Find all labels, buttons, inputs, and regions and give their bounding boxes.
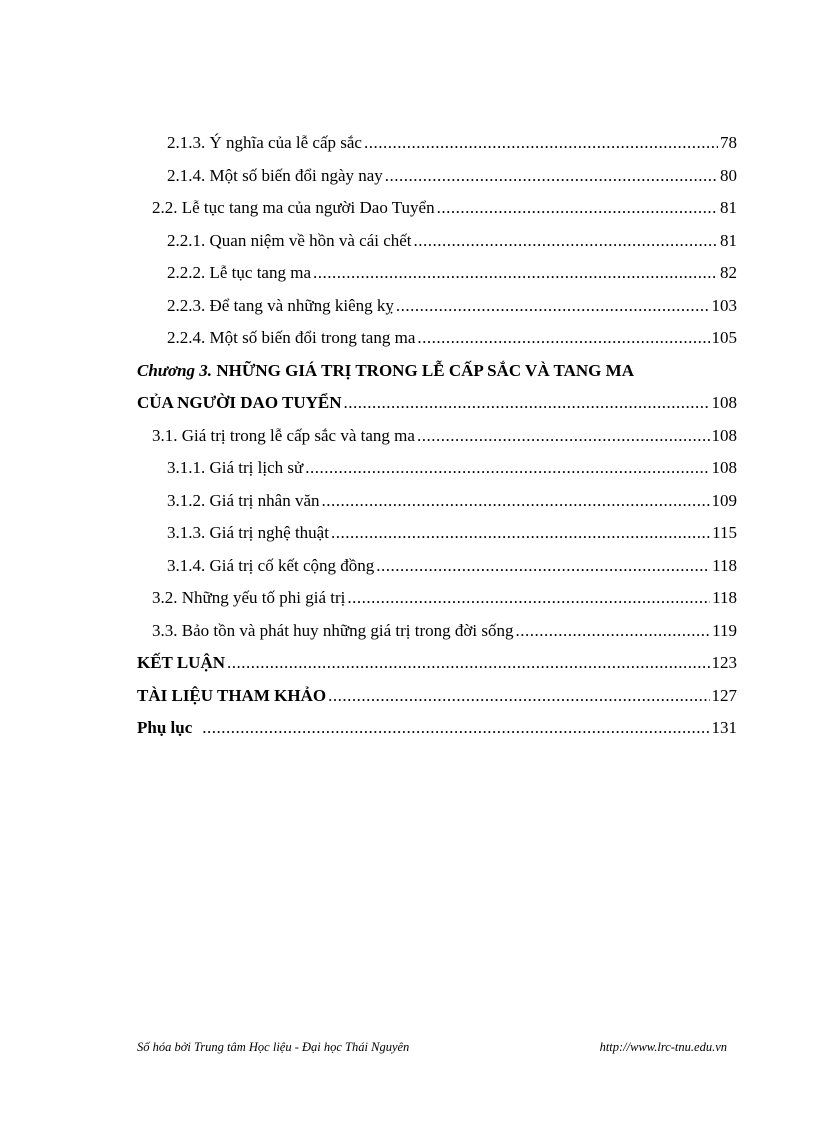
footer-digitized-by: Số hóa bởi Trung tâm Học liệu - Đại học Thái Nguyên — [137, 1040, 410, 1054]
page-footer — [137, 1040, 727, 1055]
toc-entry-page: 78 — [720, 133, 737, 152]
toc-entry[interactable] — [137, 387, 737, 420]
toc-entry-label: 2.2.4. Một số biến đổi trong tang ma — [167, 328, 416, 347]
toc-entry-page: 109 — [711, 490, 737, 510]
dot-leader — [344, 387, 710, 420]
toc-entry-label: 2.2.1. Quan niệm về hồn và cái chết — [167, 230, 412, 250]
toc-entry-label: 2.1.4. Một số biến đổi ngày nay — [167, 165, 383, 185]
toc-entry-label: Phụ lục — [137, 718, 193, 737]
toc-entry-page: 108 — [711, 393, 737, 412]
dot-leader — [347, 582, 710, 615]
chapter-3-title-line1: NHỮNG GIÁ TRỊ TRONG LỄ CẤP SẮC VÀ TANG MA — [212, 360, 634, 380]
dot-leader — [417, 322, 709, 355]
toc-entry[interactable] — [137, 127, 737, 160]
toc-entry-conclusion[interactable] — [137, 647, 737, 680]
toc-entry-label: 2.2. Lễ tục tang ma của người Dao Tuyển — [152, 198, 435, 217]
toc-entry-label: 3.1.3. Giá trị nghệ thuật — [167, 523, 329, 542]
toc-entry[interactable] — [137, 257, 737, 290]
toc-entry-page: 127 — [711, 685, 737, 705]
toc-entry-page: 81 — [720, 230, 737, 250]
footer-url[interactable]: http://www.lrc-tnu.edu.vn — [599, 1040, 727, 1054]
dot-leader — [417, 420, 710, 453]
toc-entry-page: 80 — [720, 165, 737, 185]
toc-entry[interactable] — [137, 290, 737, 323]
dot-leader — [515, 615, 710, 648]
toc-entry-page: 118 — [712, 555, 737, 575]
toc-entry-page: 81 — [720, 198, 737, 217]
toc-entry-label: 3.3. Bảo tồn và phát huy những giá trị trong đời sống — [152, 620, 514, 640]
toc-entry[interactable] — [137, 517, 737, 550]
chapter-3-heading[interactable] — [137, 355, 737, 388]
toc-entry-label: TÀI LIỆU THAM KHẢO — [137, 685, 327, 705]
toc-entry-page: 131 — [711, 718, 737, 737]
toc-entry[interactable] — [137, 485, 737, 518]
toc-entry-appendix[interactable] — [137, 712, 737, 745]
toc-entry-label: 2.1.3. Ý nghĩa của lễ cấp sắc — [167, 133, 362, 152]
toc-entry-page: 108 — [711, 425, 737, 445]
toc-entry[interactable] — [137, 550, 737, 583]
dot-leader — [414, 225, 718, 258]
dot-leader — [202, 712, 709, 745]
toc-entry-label: 2.2.3. Để tang và những kiêng kỵ — [167, 295, 394, 315]
dot-leader — [227, 647, 709, 680]
toc-entry-page: 119 — [712, 620, 737, 640]
toc-entry-page: 105 — [711, 328, 737, 347]
toc-entry[interactable] — [137, 160, 737, 193]
toc-entry[interactable] — [137, 225, 737, 258]
dot-leader — [385, 160, 718, 193]
dot-leader — [322, 485, 710, 518]
toc-entry-label: 3.1.1. Giá trị lịch sử — [167, 458, 304, 477]
toc-entry[interactable] — [137, 582, 737, 615]
toc-entry-label: 3.2. Những yếu tố phi giá trị — [152, 588, 346, 607]
dot-leader — [328, 680, 709, 713]
toc-entry-label: 3.1.2. Giá trị nhân văn — [167, 490, 320, 510]
toc-entry-references[interactable] — [137, 680, 737, 713]
toc-entry[interactable] — [137, 452, 737, 485]
table-of-contents — [137, 127, 737, 745]
toc-entry-page: 123 — [711, 653, 737, 672]
toc-entry[interactable] — [137, 192, 737, 225]
chapter-3-prefix: Chương 3. — [137, 360, 213, 380]
toc-entry-page: 115 — [712, 523, 737, 542]
toc-entry-label: 3.1. Giá trị trong lễ cấp sắc và tang ma — [152, 425, 415, 445]
toc-entry-page: 108 — [711, 458, 737, 477]
toc-entry-page: 118 — [712, 588, 737, 607]
chapter-3-title-line2: CỦA NGƯỜI DAO TUYỂN — [137, 393, 342, 412]
dot-leader — [364, 127, 718, 160]
dot-leader — [437, 192, 718, 225]
toc-entry[interactable] — [137, 615, 737, 648]
toc-entry-label: 3.1.4. Giá trị cố kết cộng đồng — [167, 555, 375, 575]
toc-entry[interactable] — [137, 322, 737, 355]
dot-leader — [376, 550, 710, 583]
toc-entry-page: 82 — [720, 263, 737, 282]
dot-leader — [396, 290, 710, 323]
toc-entry-page: 103 — [711, 295, 737, 315]
toc-entry-label: 2.2.2. Lễ tục tang ma — [167, 263, 311, 282]
dot-leader — [313, 257, 718, 290]
toc-entry[interactable] — [137, 420, 737, 453]
dot-leader — [331, 517, 710, 550]
toc-entry-label: KẾT LUẬN — [137, 653, 226, 672]
dot-leader — [305, 452, 709, 485]
